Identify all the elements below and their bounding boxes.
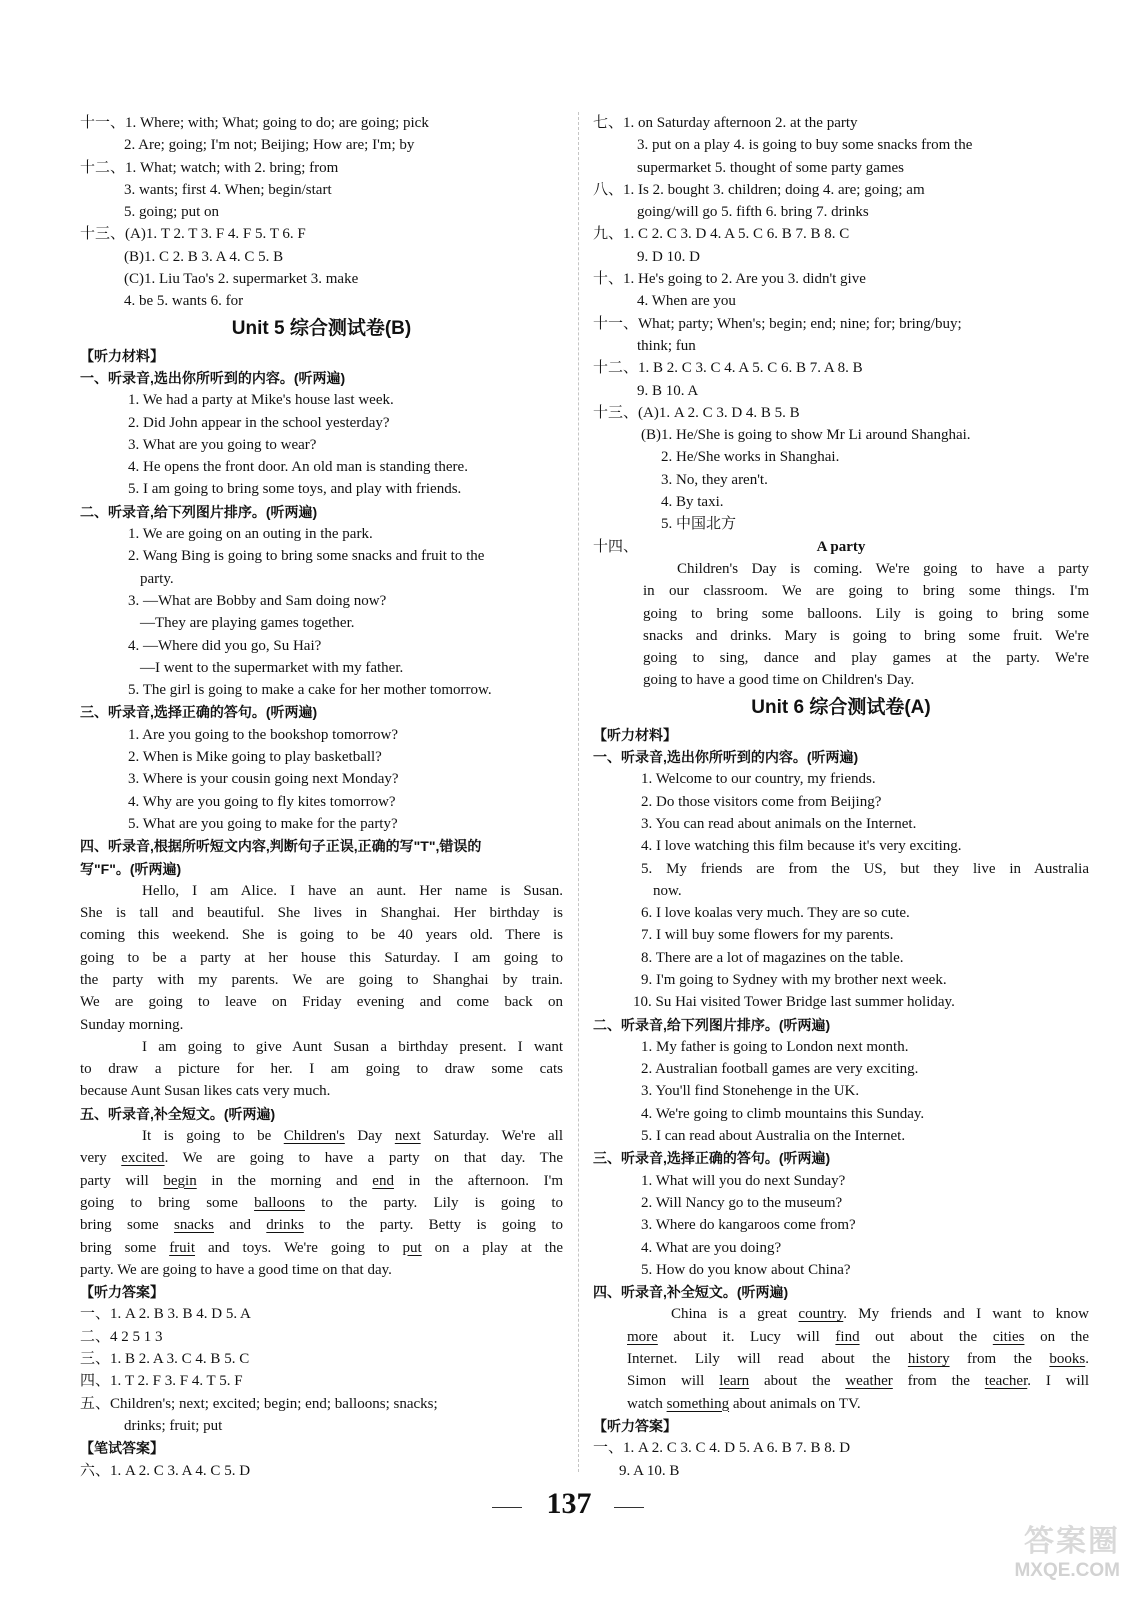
answer-line: 3. put on a play 4. is going to buy some snacks from the [637, 137, 973, 154]
text: in the morning and [196, 1172, 373, 1189]
essay-line: going to have a good time on Children's Day. [643, 672, 915, 689]
question-3 [593, 1147, 1089, 1281]
list-item-continued: —I went to the supermarket with my father. [140, 659, 404, 676]
section-9-answers [593, 223, 1089, 268]
page-number-dash-right [614, 1507, 644, 1508]
section-7-answers [593, 112, 1089, 179]
answer-line: 4. When are you [637, 293, 736, 310]
section-13-answers [593, 402, 1089, 536]
text: about it. Lucy will [657, 1328, 836, 1345]
text: about the [749, 1373, 846, 1390]
page-number: 137 [546, 1487, 592, 1520]
filled-blank: fruit [169, 1239, 196, 1256]
text: . I will [1027, 1373, 1089, 1390]
text: It is going to be [142, 1128, 284, 1145]
section-6-answers: 六、1. A 2. C 3. A 4. C 5. D [80, 1462, 251, 1479]
answer-line: 2. He/She works in Shanghai. [661, 449, 840, 466]
answer-line: 3. No, they aren't. [661, 471, 768, 488]
answer-line: 九、1. C 2. C 3. D 4. A 5. C 6. B 7. B 8. C [593, 226, 850, 243]
filled-blank: history [907, 1351, 950, 1368]
section-11-answers [593, 313, 1089, 358]
text: from the [949, 1351, 1050, 1368]
answer-line: 七、1. on Saturday afternoon 2. at the party [593, 115, 858, 131]
essay-header [593, 536, 1089, 558]
answer-line: going/will go 5. fifth 6. bring 7. drinks [637, 204, 869, 221]
section-14-essay [593, 536, 1089, 692]
question-heading: 四、听录音,补全短文。(听两遍) [593, 1284, 789, 1301]
list-item: 5. I am going to bring some toys, and play with friends. [128, 481, 462, 498]
question-3 [80, 701, 563, 835]
text: Simon will [627, 1373, 720, 1390]
list-item: 1. Are you going to the bookshop tomorrow? [128, 726, 398, 743]
passage-line [627, 1326, 1089, 1348]
answer-line: 十三、(A)1. A 2. C 3. D 4. B 5. B [593, 404, 800, 421]
filled-blank: more [627, 1328, 658, 1345]
passage-line [627, 1393, 1089, 1415]
answer-line: 3. wants; first 4. When; begin/start [124, 181, 332, 198]
list-item: 5. How do you know about China? [641, 1261, 851, 1278]
answer-line: 十二、1. What; watch; with 2. bring; from [80, 159, 339, 176]
right-column [593, 112, 1089, 1482]
list-item: 5. What are you going to make for the party? [128, 815, 398, 832]
answer-line: (B)1. C 2. B 3. A 4. C 5. B [124, 248, 284, 265]
text: . My friends and I want to know [843, 1306, 1089, 1323]
passage-line [80, 1170, 563, 1192]
listening-material-tag: 【听力材料】 [593, 726, 677, 743]
answer-line: 一、1. A 2. B 3. B 4. D 5. A [80, 1306, 251, 1323]
text: party will [80, 1172, 164, 1189]
answer-line: 十一、What; party; When's; begin; end; nine; for; bring/buy; [593, 315, 962, 332]
list-item: 9. I'm going to Sydney with my brother next week. [641, 971, 947, 988]
passage-line: Sunday morning. [80, 1016, 184, 1033]
passage-line [80, 1214, 563, 1236]
list-item: 1. Welcome to our country, my friends. [641, 771, 876, 788]
passage-line: to draw a picture for her. I am going to draw some cats [80, 1061, 563, 1078]
essay-line: going to bring some balloons. Lily is going to bring some [643, 605, 1089, 622]
essay-line: in our classroom. We are going to bring some things. I'm [643, 583, 1089, 600]
list-item: 4. We're going to climb mountains this Sunday. [641, 1105, 925, 1122]
question-2 [80, 501, 563, 702]
list-item: 3. You can read about animals on the Internet. [641, 815, 917, 832]
question-2 [593, 1014, 1089, 1148]
text: in the afternoon. I'm [393, 1172, 563, 1189]
column-divider [578, 112, 579, 1472]
answer-line: 八、1. Is 2. bought 3. children; doing 4. are; going; am [593, 181, 925, 198]
question-heading: 二、听录音,给下列图片排序。(听两遍) [593, 1016, 831, 1033]
answer-line: 5. going; put on [124, 204, 220, 221]
list-item: 1. We had a party at Mike's house last week. [128, 392, 394, 409]
passage-line: the party with my parents. We are going to Shanghai by train. [80, 971, 563, 988]
essay-line: Children's Day is coming. We're going to have a party [677, 560, 1089, 577]
text: going to bring some [80, 1194, 255, 1211]
list-item: 4. Why are you going to fly kites tomorrow? [128, 793, 396, 810]
answer-line: 一、1. A 2. C 3. C 4. D 5. A 6. B 7. B 8. D [593, 1440, 851, 1457]
filled-blank: put [402, 1239, 422, 1256]
filled-blank: end [372, 1172, 394, 1189]
text: to the party. Lily is going to [304, 1194, 563, 1211]
question-heading: 一、听录音,选出你所听到的内容。(听两遍) [593, 749, 859, 766]
passage-line: She is tall and beautiful. She lives in Shanghai. Her birthday is [80, 905, 563, 922]
filled-blank: Children's [283, 1128, 345, 1145]
listening-material-tag: 【听力材料】 [80, 347, 164, 364]
answer-line: 4. By taxi. [661, 494, 724, 511]
listening-answers [593, 1437, 1089, 1482]
list-item: 8. There are a lot of magazines on the table. [641, 949, 904, 966]
watermark-logo: 答案圈 [1024, 1524, 1120, 1559]
answer-line: 十一、1. Where; with; What; going to do; are going; pick [80, 115, 429, 131]
list-item: 3. Where do kangaroos come from? [641, 1217, 856, 1234]
answer-line: 十二、1. B 2. C 3. C 4. A 5. C 6. B 7. A 8. B [593, 360, 863, 377]
list-item: 1. We are going on an outing in the park. [128, 526, 373, 543]
list-item-continued: party. [140, 570, 174, 587]
filled-blank: books [1049, 1351, 1086, 1368]
watermark [970, 1516, 1120, 1588]
list-item: 3. What are you going to wear? [128, 436, 317, 453]
list-item: 2. Will Nancy go to the museum? [641, 1194, 843, 1211]
filled-blank: drinks [266, 1217, 304, 1234]
list-item: 4. I love watching this film because it's very exciting. [641, 838, 962, 855]
written-answers-tag: 【笔试答案】 [80, 1440, 164, 1457]
question-heading: 一、听录音,选出你所听到的内容。(听两遍) [80, 369, 346, 386]
list-item: 4. —Where did you go, Su Hai? [128, 637, 322, 654]
passage-line [627, 1303, 1089, 1325]
answer-line: supermarket 5. thought of some party games [637, 159, 905, 176]
list-item: 7. I will buy some flowers for my parents. [641, 927, 894, 944]
text: to the party. Betty is going to [303, 1217, 563, 1234]
filled-blank: weather [845, 1373, 893, 1390]
passage-line [80, 1237, 563, 1259]
passage-line [80, 1192, 563, 1214]
filled-blank: begin [163, 1172, 197, 1189]
left-column [80, 112, 563, 1482]
question-heading-continued: 写"F"。(听两遍) [80, 860, 182, 877]
unit-5b-title: Unit 5 综合测试卷(B) [231, 317, 412, 339]
passage-line: We are going to leave on Friday evening and come back on [80, 994, 563, 1011]
passage-line: I am going to give Aunt Susan a birthday present. I want [142, 1038, 563, 1055]
text: on a play at the [421, 1239, 563, 1256]
text: . [1085, 1351, 1089, 1368]
watermark-url: MXQE.COM [1014, 1560, 1120, 1581]
list-item: 10. Su Hai visited Tower Bridge last summer holiday. [633, 994, 955, 1011]
unit-6a-title: Unit 6 综合测试卷(A) [751, 696, 931, 718]
answer-line: 十、1. He's going to 2. Are you 3. didn't give [593, 271, 866, 288]
text: very [80, 1150, 122, 1167]
list-item: 5. My friends are from the US, but they live in Australia [641, 860, 1089, 877]
list-item: 3. Where is your cousin going next Monday? [128, 771, 399, 788]
answer-line: 五、Children's; next; excited; begin; end; balloons; snacks; [80, 1395, 438, 1412]
section-13-answers [80, 223, 563, 312]
answer-line: 十三、(A)1. T 2. T 3. F 4. F 5. T 6. F [80, 226, 306, 243]
text: China is a great [671, 1306, 799, 1323]
answer-line: 5. 中国北方 [661, 516, 737, 533]
text: . We are going to have a party on that day. The [164, 1150, 563, 1167]
question-heading: 五、听录音,补全短文。(听两遍) [80, 1105, 276, 1122]
listening-answers [80, 1303, 563, 1437]
essay-title: A party [816, 538, 866, 555]
list-item-continued: —They are playing games together. [140, 615, 355, 632]
list-item: 5. I can read about Australia on the Internet. [641, 1128, 906, 1145]
passage-line: party. We are going to have a good time on that day. [80, 1261, 392, 1278]
filled-blank: something [666, 1395, 730, 1412]
passage [593, 1303, 1089, 1414]
filled-blank: excited [121, 1150, 165, 1167]
filled-blank: snacks [173, 1217, 214, 1234]
text: Day [344, 1128, 395, 1145]
passage [80, 880, 563, 1103]
list-item: 1. What will you do next Sunday? [641, 1172, 846, 1189]
question-1 [593, 746, 1089, 1014]
answer-line: 三、1. B 2. A 3. C 4. B 5. C [80, 1351, 250, 1368]
filled-blank: country [798, 1306, 844, 1323]
list-item: 2. When is Mike going to play basketball? [128, 749, 382, 766]
answer-line: 2. Are; going; I'm not; Beijing; How are; I'm; by [124, 137, 415, 154]
text: and toys. We're going to [195, 1239, 403, 1256]
answer-line: 9. B 10. A [637, 382, 699, 399]
question-4 [80, 835, 563, 1103]
answer-line: 二、4 2 5 1 3 [80, 1328, 163, 1345]
filled-blank: next [394, 1128, 421, 1145]
text: about animals on TV. [729, 1395, 861, 1412]
section-12-answers [80, 157, 563, 224]
list-item: 3. You'll find Stonehenge in the UK. [641, 1083, 860, 1100]
section-8-answers [593, 179, 1089, 224]
filled-blank: balloons [254, 1194, 305, 1211]
answer-line: 4. be 5. wants 6. for [124, 293, 244, 310]
question-heading: 三、听录音,选择正确的答句。(听两遍) [593, 1150, 831, 1167]
list-item: 5. The girl is going to make a cake for her mother tomorrow. [128, 682, 492, 699]
filled-blank: learn [719, 1373, 750, 1390]
passage-line [80, 1147, 563, 1169]
section-10-answers [593, 268, 1089, 313]
question-5 [80, 1103, 563, 1281]
listening-answers-tag: 【听力答案】 [80, 1284, 164, 1301]
essay-line: going to sing, dance and play games at the party. We're [643, 650, 1089, 667]
text: bring some [80, 1217, 174, 1234]
text: Internet. Lily will read about the [627, 1351, 908, 1368]
answer-line: (C)1. Liu Tao's 2. supermarket 3. make [124, 271, 359, 288]
filled-blank: cities [992, 1328, 1025, 1345]
text: and [213, 1217, 267, 1234]
text: Saturday. We're all [420, 1128, 563, 1145]
list-item: 4. What are you doing? [641, 1239, 782, 1256]
passage-line: Hello, I am Alice. I have an aunt. Her name is Susan. [142, 882, 563, 899]
list-item: 2. Wang Bing is going to bring some snacks and fruit to the [128, 548, 485, 565]
answer-line: (B)1. He/She is going to show Mr Li around Shanghai. [641, 427, 971, 444]
text: out about the [859, 1328, 993, 1345]
passage-line: going to be a party at her house this Saturday. I am going to [80, 949, 563, 966]
passage-line: coming this weekend. She is going to be 40 years old. There is [80, 927, 563, 944]
passage-line: because Aunt Susan likes cats very much. [80, 1083, 331, 1100]
section-label: 十四、 [593, 538, 639, 555]
filled-blank: find [835, 1328, 860, 1345]
text: from the [892, 1373, 985, 1390]
answer-line: drinks; fruit; put [124, 1417, 223, 1434]
answer-line: think; fun [637, 337, 696, 354]
list-item: 3. —What are Bobby and Sam doing now? [128, 592, 387, 609]
passage-line [80, 1125, 563, 1147]
list-item-continued: now. [653, 882, 682, 899]
text: on the [1024, 1328, 1089, 1345]
section-12-answers [593, 357, 1089, 402]
list-item: 4. He opens the front door. An old man is standing there. [128, 459, 468, 476]
essay-line: snacks and drinks. Mary is going to bring some fruit. We're [643, 627, 1089, 644]
list-item: 2. Australian football games are very exciting. [641, 1061, 919, 1078]
list-item: 1. My father is going to London next month. [641, 1038, 909, 1055]
essay-body [593, 558, 1089, 692]
section-11-answers [80, 112, 563, 157]
passage-line [627, 1370, 1089, 1392]
listening-answers-tag: 【听力答案】 [593, 1417, 677, 1434]
question-heading: 四、听录音,根据所听短文内容,判断句子正误,正确的写"T",错误的 [80, 838, 482, 855]
question-4 [593, 1281, 1089, 1415]
list-item: 6. I love koalas very much. They are so cute. [641, 905, 910, 922]
question-1 [80, 367, 563, 501]
question-heading: 三、听录音,选择正确的答句。(听两遍) [80, 704, 318, 721]
filled-blank: teacher [984, 1373, 1028, 1390]
question-heading: 二、听录音,给下列图片排序。(听两遍) [80, 503, 318, 520]
text: watch [627, 1395, 667, 1412]
passage-line [627, 1348, 1089, 1370]
text: bring some [80, 1239, 170, 1256]
answer-line: 四、1. T 2. F 3. F 4. T 5. F [80, 1373, 243, 1390]
list-item: 2. Do those visitors come from Beijing? [641, 793, 882, 810]
answer-line: 9. D 10. D [637, 248, 700, 265]
list-item: 2. Did John appear in the school yesterday? [128, 414, 390, 431]
answer-line: 9. A 10. B [619, 1462, 680, 1479]
